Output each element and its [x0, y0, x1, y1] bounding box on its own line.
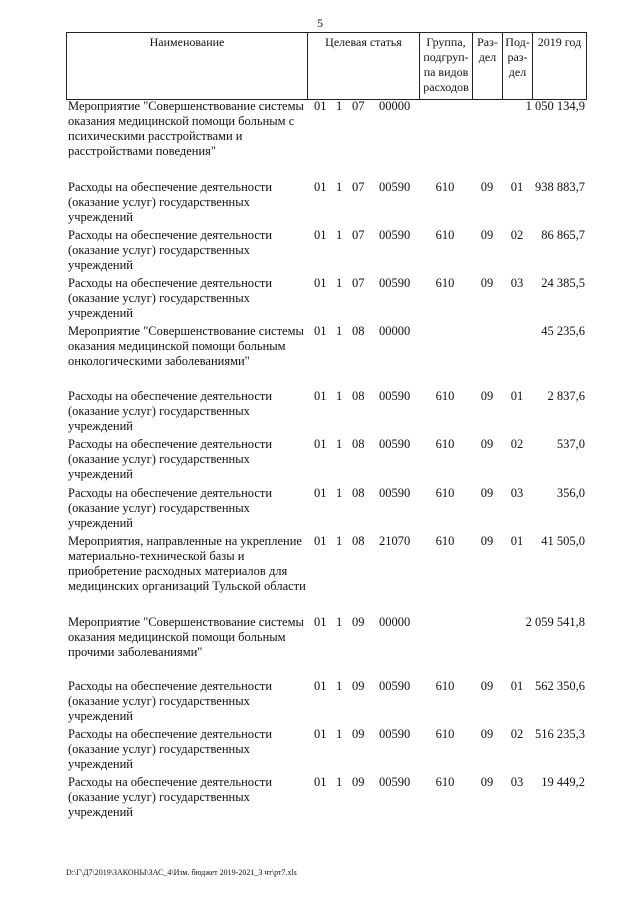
amount: 1 050 134,9 [525, 99, 585, 113]
subsection-code: 01 [510, 389, 524, 403]
section-code: 09 [480, 727, 494, 741]
target-code-3: 08 [352, 324, 365, 338]
amount: 537,0 [556, 437, 585, 451]
target-code-1: 01 [314, 679, 327, 693]
section-code: 09 [480, 486, 494, 500]
group-code: 610 [435, 534, 455, 548]
amount: 41 505,0 [541, 534, 585, 548]
target-code-2: 1 [336, 324, 343, 338]
row-name: Расходы на обеспечение деятельности (оказание услуг) государственных учреждений [68, 727, 273, 771]
target-code-1: 01 [314, 615, 327, 629]
target-code-4: 00000 [379, 99, 411, 113]
subsection-code: 02 [510, 228, 524, 242]
section-code: 09 [480, 534, 494, 548]
row-name: Расходы на обеспечение деятельности (оказание услуг) государственных учреждений [68, 389, 273, 433]
group-code: 610 [435, 228, 455, 242]
target-code-3: 07 [352, 180, 365, 194]
target-code-3: 09 [352, 679, 365, 693]
amount: 562 350,6 [535, 679, 585, 693]
target-code-2: 1 [336, 389, 343, 403]
target-code-3: 09 [352, 615, 365, 629]
amount: 2 837,6 [547, 389, 585, 403]
row-name: Мероприятие "Совершенствование системы оказания медицинской помощи больным онкологическими заболеваниями" [68, 324, 304, 368]
target-code-3: 08 [352, 389, 365, 403]
target-code-4: 00000 [379, 615, 411, 629]
row-name: Расходы на обеспечение деятельности (оказание услуг) государственных учреждений [68, 228, 273, 272]
subsection-code: 02 [510, 727, 524, 741]
target-code-1: 01 [314, 228, 327, 242]
group-code: 610 [435, 486, 455, 500]
target-code-3: 07 [352, 99, 365, 113]
header-name: Наименование [66, 33, 308, 99]
amount: 938 883,7 [535, 180, 585, 194]
target-code-2: 1 [336, 437, 343, 451]
section-code: 09 [480, 180, 494, 194]
target-code-1: 01 [314, 775, 327, 789]
amount: 2 059 541,8 [525, 615, 585, 629]
target-code-2: 1 [336, 228, 343, 242]
row-name: Мероприятие "Совершенствование системы оказания медицинской помощи больным прочими заболеваниями" [68, 615, 304, 659]
header-target: Целевая статья [308, 33, 420, 99]
section-code: 09 [480, 228, 494, 242]
page-number: 5 [317, 16, 323, 30]
row-name: Мероприятие "Совершенствование системы оказания медицинской помощи больным с психическими расстройствами и расстройствами поведения" [68, 99, 304, 158]
group-code: 610 [435, 679, 455, 693]
amount: 24 385,5 [541, 276, 585, 290]
target-code-4: 00590 [379, 228, 411, 242]
target-code-1: 01 [314, 534, 327, 548]
group-code: 610 [435, 437, 455, 451]
target-code-2: 1 [336, 276, 343, 290]
target-code-4: 00590 [379, 180, 411, 194]
group-code: 610 [435, 727, 455, 741]
target-code-3: 08 [352, 534, 365, 548]
target-code-4: 00590 [379, 437, 411, 451]
target-code-1: 01 [314, 324, 327, 338]
header-group: Группа, подгруп- па видов расходов [420, 33, 473, 99]
subsection-code: 01 [510, 534, 524, 548]
header-subsection: Под- раз- дел [503, 33, 533, 99]
row-name: Расходы на обеспечение деятельности (оказание услуг) государственных учреждений [68, 679, 273, 723]
target-code-3: 09 [352, 727, 365, 741]
header-section: Раз- дел [473, 33, 503, 99]
group-code: 610 [435, 775, 455, 789]
target-code-1: 01 [314, 180, 327, 194]
subsection-code: 03 [510, 775, 524, 789]
target-code-2: 1 [336, 727, 343, 741]
amount: 45 235,6 [541, 324, 585, 338]
target-code-2: 1 [336, 180, 343, 194]
target-code-4: 21070 [379, 534, 411, 548]
header-year: 2019 год [533, 33, 587, 99]
group-code: 610 [435, 389, 455, 403]
target-code-2: 1 [336, 99, 343, 113]
section-code: 09 [480, 276, 494, 290]
amount: 19 449,2 [541, 775, 585, 789]
group-code: 610 [435, 180, 455, 194]
row-name: Мероприятия, направленные на укрепление материально-технической базы и приобретение расходных материалов для медицинских организаций Тульской области [68, 534, 306, 593]
section-code: 09 [480, 775, 494, 789]
row-name: Расходы на обеспечение деятельности (оказание услуг) государственных учреждений [68, 276, 273, 320]
amount: 356,0 [556, 486, 585, 500]
amount: 516 235,3 [535, 727, 585, 741]
target-code-4: 00000 [379, 324, 411, 338]
row-name: Расходы на обеспечение деятельности (оказание услуг) государственных учреждений [68, 775, 273, 819]
target-code-2: 1 [336, 534, 343, 548]
target-code-4: 00590 [379, 727, 411, 741]
target-code-1: 01 [314, 276, 327, 290]
target-code-1: 01 [314, 99, 327, 113]
target-code-4: 00590 [379, 679, 411, 693]
target-code-1: 01 [314, 437, 327, 451]
target-code-3: 07 [352, 276, 365, 290]
row-name: Расходы на обеспечение деятельности (оказание услуг) государственных учреждений [68, 437, 273, 481]
target-code-2: 1 [336, 486, 343, 500]
section-code: 09 [480, 389, 494, 403]
target-code-1: 01 [314, 389, 327, 403]
target-code-1: 01 [314, 486, 327, 500]
target-code-2: 1 [336, 615, 343, 629]
target-code-1: 01 [314, 727, 327, 741]
subsection-code: 02 [510, 437, 524, 451]
target-code-3: 09 [352, 775, 365, 789]
table-header [66, 32, 587, 100]
subsection-code: 01 [510, 180, 524, 194]
target-code-4: 00590 [379, 775, 411, 789]
subsection-code: 01 [510, 679, 524, 693]
subsection-code: 03 [510, 276, 524, 290]
footer-file-path: D:\Г\Д7\2019\ЗАКОНЫ\ЗАС_4\Изм. бюджет 2019-2021_3 чт\рт7.xls [66, 868, 297, 877]
subsection-code: 03 [510, 486, 524, 500]
target-code-4: 00590 [379, 276, 411, 290]
row-name: Расходы на обеспечение деятельности (оказание услуг) государственных учреждений [68, 486, 273, 530]
target-code-3: 08 [352, 486, 365, 500]
target-code-2: 1 [336, 679, 343, 693]
target-code-4: 00590 [379, 389, 411, 403]
group-code: 610 [435, 276, 455, 290]
target-code-4: 00590 [379, 486, 411, 500]
section-code: 09 [480, 679, 494, 693]
target-code-3: 07 [352, 228, 365, 242]
amount: 86 865,7 [541, 228, 585, 242]
target-code-2: 1 [336, 775, 343, 789]
target-code-3: 08 [352, 437, 365, 451]
row-name: Расходы на обеспечение деятельности (оказание услуг) государственных учреждений [68, 180, 273, 224]
section-code: 09 [480, 437, 494, 451]
